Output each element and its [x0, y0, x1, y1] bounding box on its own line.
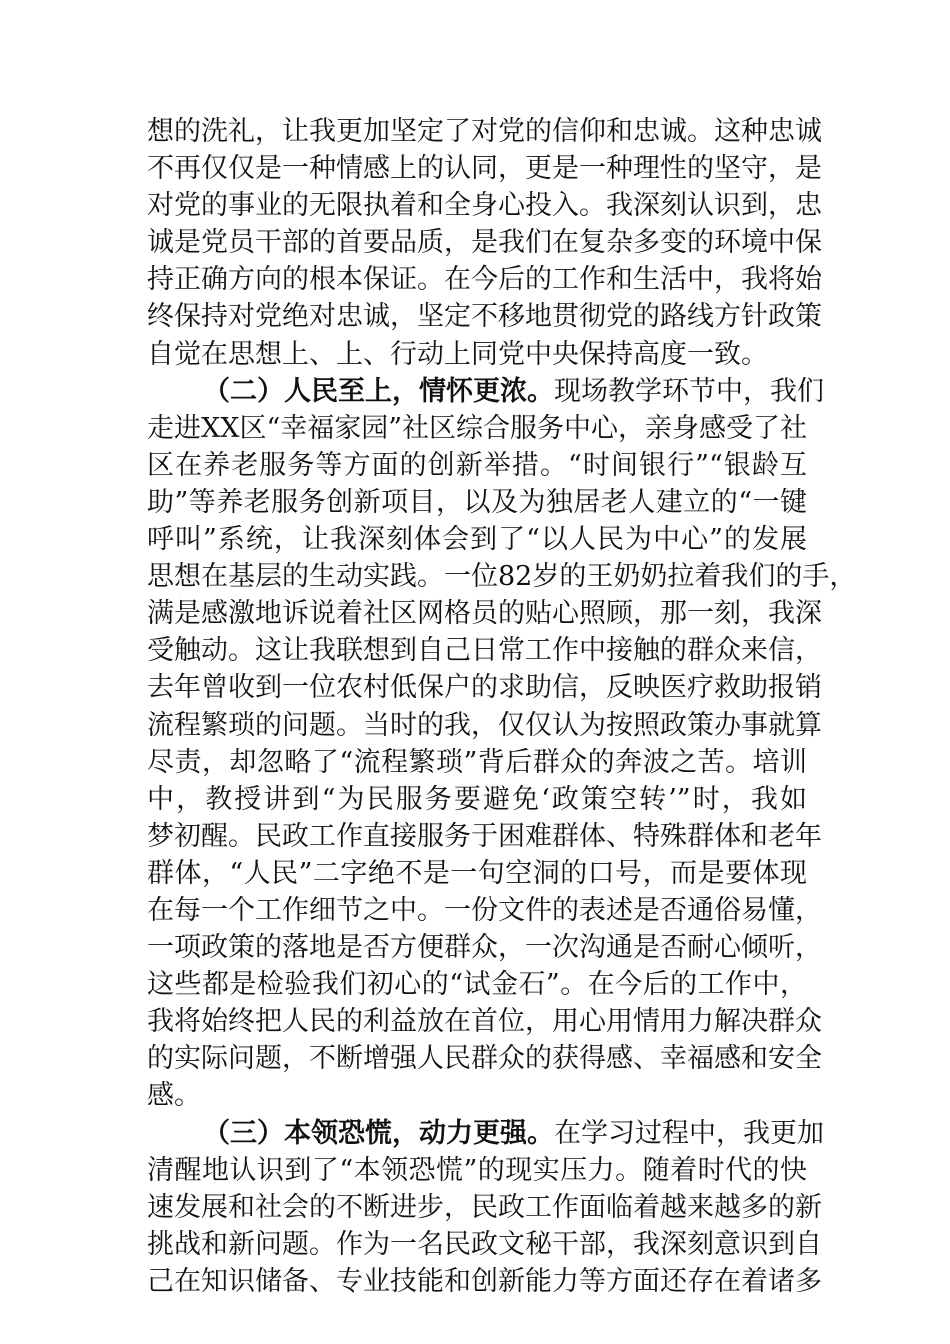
text-line: 一项政策的落地是否方便群众，一次沟通是否耐心倾听， [147, 932, 822, 964]
text-line: 在每一个工作细节之中。一份文件的表述是否通俗易懂， [147, 894, 822, 926]
text-line: 己在知识储备、专业技能和创新能力等方面还存在着诸多 [147, 1265, 822, 1297]
text-line: 走进XX区“幸福家园”社区综合服务中心，亲身感受了社 [147, 412, 808, 444]
text-line: 自觉在思想上、上、行动上同党中央保持高度一致。 [147, 338, 768, 370]
paragraph-skill-anxiety [147, 1115, 824, 1300]
text-line: 梦初醒。民政工作直接服务于困难群体、特殊群体和老年 [147, 820, 822, 852]
body-text [147, 113, 857, 1300]
text-line: 我将始终把人民的利益放在首位，用心用情用力解决群众 [147, 1006, 822, 1038]
text-line: 去年曾收到一位农村低保户的求助信，反映医疗救助报销 [147, 672, 822, 704]
text-line: 持正确方向的根本保证。在今后的工作和生活中，我将始 [147, 264, 822, 296]
text-line: 思想在基层的生动实践。一位82岁的王奶奶拉着我们的手， [147, 561, 857, 593]
text-run: 现场教学环节中，我们 [554, 375, 824, 407]
text-line: 中，教授讲到“为民服务要避免‘政策空转’”时，我如 [147, 783, 807, 815]
text-line: 对党的事业的无限执着和全身心投入。我深刻认识到，忠 [147, 190, 822, 222]
text-line: 清醒地认识到了“本领恐慌”的现实压力。随着时代的快 [147, 1154, 807, 1186]
text-line: 感。 [147, 1080, 201, 1112]
text-line: 群体，“人民”二字绝不是一句空洞的口号，而是要体现 [147, 857, 807, 889]
section-heading: （三）本领恐慌，动力更强。 [203, 1117, 554, 1149]
text-line: 不再仅仅是一种情感上的认同，更是一种理性的坚守，是 [147, 153, 822, 185]
section-heading: （二）人民至上，情怀更浓。 [203, 375, 554, 407]
text-line: 助”等养老服务创新项目，以及为独居老人建立的“一键 [147, 486, 807, 518]
text-line: 速发展和社会的不断进步，民政工作面临着越来越多的新 [147, 1191, 822, 1223]
paragraph-first-line [147, 373, 824, 410]
paragraph-people-first [147, 373, 857, 1115]
text-line: 尽责，却忽略了“流程繁琐”背后群众的奔波之苦。培训 [147, 746, 807, 778]
text-line: 区在养老服务等方面的创新举措。“时间银行”“银龄互 [147, 449, 807, 481]
text-line: 诚是党员干部的首要品质，是我们在复杂多变的环境中保 [147, 227, 822, 259]
text-line: 想的洗礼，让我更加坚定了对党的信仰和忠诚。这种忠诚 [147, 116, 822, 147]
text-line: 挑战和新问题。作为一名民政文秘干部，我深刻意识到自 [147, 1228, 822, 1260]
text-line: 流程繁琐的问题。当时的我，仅仅认为按照政策办事就算 [147, 709, 822, 741]
text-line: 受触动。这让我联想到自己日常工作中接触的群众来信， [147, 635, 822, 667]
paragraph-first-line [147, 1115, 824, 1152]
text-line: 终保持对党绝对忠诚，坚定不移地贯彻党的路线方针政策 [147, 301, 822, 333]
text-line: 这些都是检验我们初心的“试金石”。在今后的工作中， [147, 969, 807, 1001]
paragraph-loyalty-continuation [147, 113, 822, 373]
text-run: 在学习过程中，我更加 [554, 1117, 824, 1149]
text-line: 的实际问题，不断增强人民群众的获得感、幸福感和安全 [147, 1043, 822, 1075]
text-line: 呼叫”系统，让我深刻体会到了“以人民为中心”的发展 [147, 524, 807, 556]
text-line: 满是感激地诉说着社区网格员的贴心照顾，那一刻，我深 [147, 598, 822, 630]
